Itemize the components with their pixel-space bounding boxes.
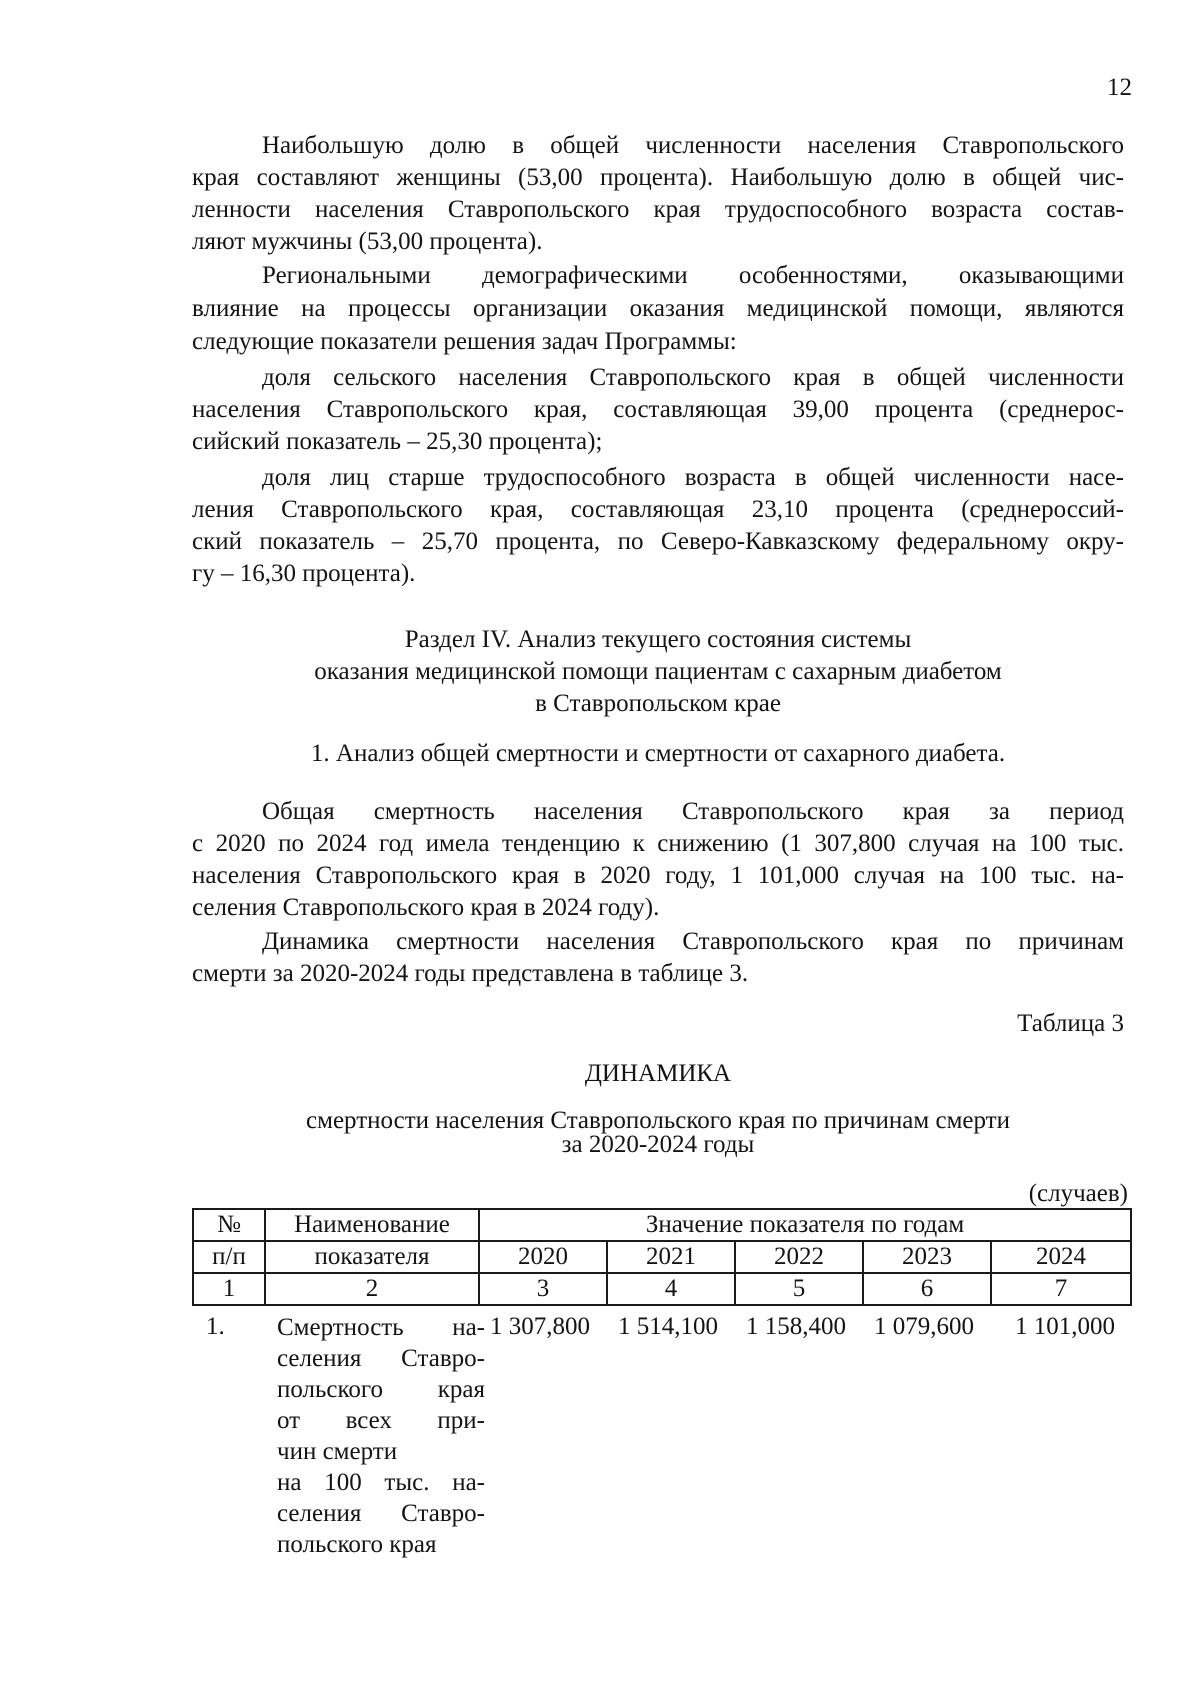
col-name-header-line1: Наименование	[265, 1209, 479, 1241]
values-group-header: Значение показателя по годам	[479, 1209, 1131, 1241]
row-value: 1 079,600	[874, 1313, 974, 1340]
row-value: 1 307,800	[490, 1313, 590, 1340]
col-name-header-line2: показателя	[265, 1241, 479, 1273]
col-num-header-line2: п/п	[193, 1241, 265, 1273]
row-name-line: селения Ставро-	[277, 1345, 485, 1372]
text-line: гу – 16,30 процента).	[192, 560, 416, 587]
text-line: доля лиц старше трудоспособного возраста в общей численности насе-	[262, 464, 1124, 491]
row-name-line: чин смерти	[277, 1438, 398, 1465]
year-header: 2020	[479, 1241, 607, 1273]
year-header: 2024	[991, 1241, 1131, 1273]
text-line: следующие показатели решения задач Программы:	[192, 328, 737, 355]
year-header: 2022	[735, 1241, 863, 1273]
row-name-line: на 100 тыс. на-	[277, 1469, 485, 1496]
data-table-header	[192, 1208, 1132, 1306]
year-header: 2021	[607, 1241, 735, 1273]
text-line: края составляют женщины (53,00 процента). Наибольшую долю в общей чис-	[192, 164, 1124, 191]
column-number: 3	[479, 1273, 607, 1305]
column-number: 5	[735, 1273, 863, 1305]
text-line: ский показатель – 25,70 процента, по Северо-Кавказскому федеральному окру-	[192, 528, 1124, 555]
column-number: 4	[607, 1273, 735, 1305]
row-number: 1.	[206, 1313, 225, 1340]
text-line: смерти за 2020-2024 годы представлена в таблице 3.	[192, 960, 749, 987]
text-line: доля сельского населения Ставропольского края в общей численности	[262, 364, 1124, 391]
table-subtitle-line: за 2020-2024 годы	[561, 1131, 755, 1158]
text-line: с 2020 по 2024 год имела тенденцию к снижению (1 307,800 случая на 100 тыс.	[192, 830, 1124, 857]
text-line: Динамика смертности населения Ставропольского края по причинам	[262, 928, 1124, 955]
row-name-line: польского края	[277, 1376, 485, 1403]
text-line: Региональными демографическими особенностями, оказывающими	[262, 262, 1124, 289]
heading-line: Раздел IV. Анализ текущего состояния системы	[404, 626, 912, 653]
heading-line: оказания медицинской помощи пациентам с сахарным диабетом	[314, 658, 1002, 685]
text-line: ляют мужчины (53,00 процента).	[192, 228, 543, 255]
row-name-line: Смертность на-	[277, 1314, 485, 1341]
column-number: 6	[863, 1273, 991, 1305]
row-value: 1 514,100	[618, 1313, 718, 1340]
heading-line: в Ставропольском крае	[535, 690, 781, 717]
text-line: селения Ставропольского края в 2024 году).	[192, 894, 660, 921]
text-line: населения Ставропольского края, составляющая 39,00 процента (среднерос-	[192, 396, 1124, 423]
table-title: ДИНАМИКА	[584, 1060, 732, 1087]
row-name-line: селения Ставро-	[277, 1500, 485, 1527]
row-value: 1 101,000	[1015, 1313, 1115, 1340]
text-line: ления Ставропольского края, составляющая 23,10 процента (среднероссий-	[192, 496, 1124, 523]
column-number: 1	[193, 1273, 265, 1305]
table-label: Таблица 3	[1017, 1010, 1124, 1037]
text-line: населения Ставропольского края в 2020 году, 1 101,000 случая на 100 тыс. на-	[192, 862, 1124, 889]
unit-note: (случаев)	[1028, 1180, 1128, 1207]
row-name	[277, 1312, 485, 1560]
column-number: 2	[265, 1273, 479, 1305]
text-line: ленности населения Ставропольского края трудоспособного возраста состав-	[192, 196, 1124, 223]
row-name-line: польского края	[277, 1531, 437, 1558]
subsection-heading: 1. Анализ общей смертности и смертности от сахарного диабета.	[310, 740, 1006, 767]
text-line: Общая смертность населения Ставропольского края за период	[262, 798, 1124, 825]
row-value: 1 158,400	[746, 1313, 846, 1340]
text-line: Наибольшую долю в общей численности населения Ставропольского	[262, 132, 1124, 159]
year-header: 2023	[863, 1241, 991, 1273]
row-name-line: от всех при-	[277, 1407, 485, 1434]
table-subtitle-line: смертности населения Ставропольского края по причинам смерти	[306, 1107, 1010, 1134]
page-number: 12	[1107, 74, 1132, 101]
text-line: сийский показатель – 25,30 процента);	[192, 428, 603, 455]
col-num-header-line1: №	[193, 1209, 265, 1241]
text-line: влияние на процессы организации оказания медицинской помощи, являются	[192, 295, 1124, 322]
column-number: 7	[991, 1273, 1131, 1305]
